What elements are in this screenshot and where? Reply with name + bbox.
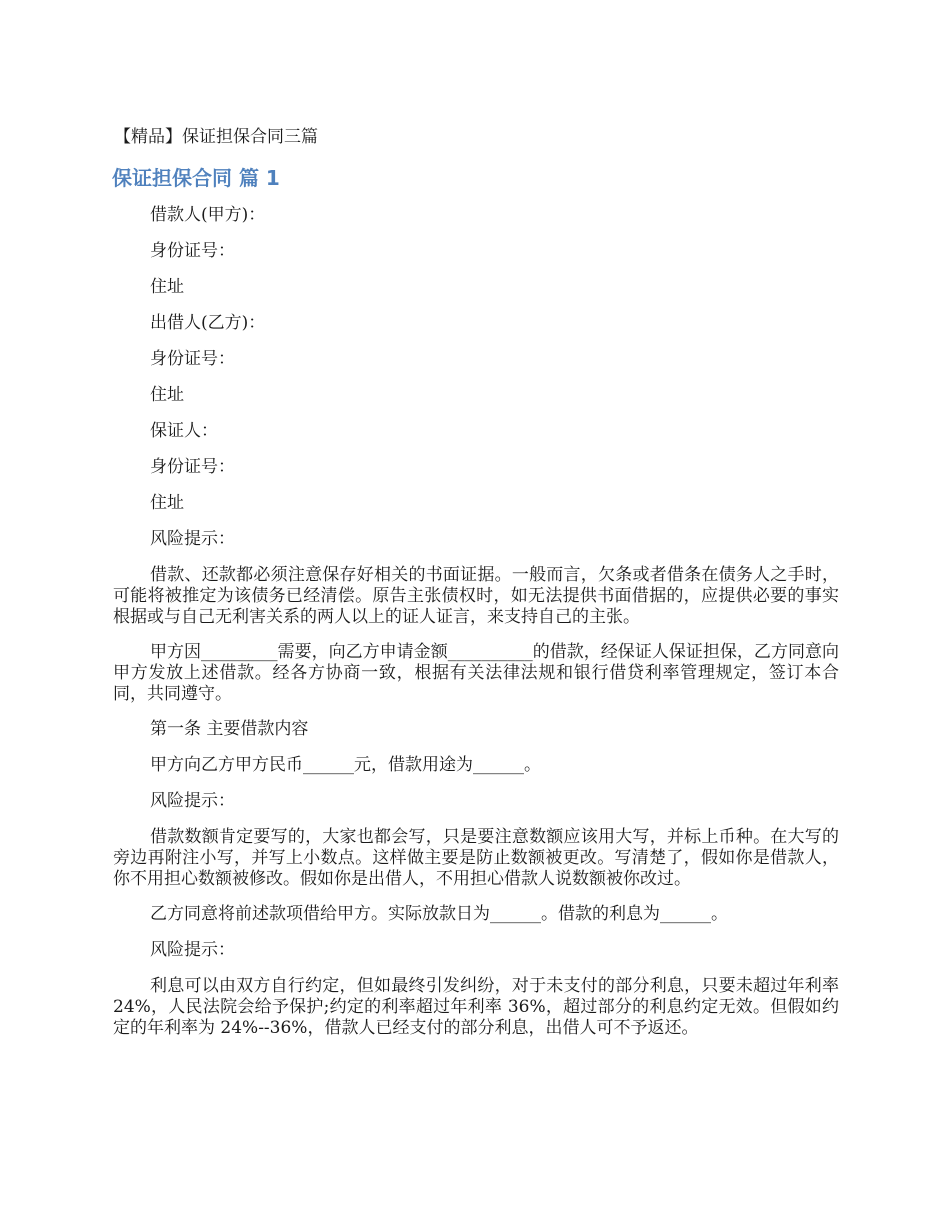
paragraph-risk-note: 风险提示： — [150, 529, 235, 549]
paragraph-borrower: 借款人(甲方)： — [150, 205, 266, 225]
paragraph-loan-application: 甲方因_________需要，向乙方申请金额__________的借款，经保证人保证担保，乙方同意向甲方发放上述借款。经各方协商一致，根据有关法律法规和银行借贷利率管理规定，签订本合同，共同遵守。 — [113, 642, 839, 704]
paragraph-borrower-address: 住址 — [150, 277, 184, 297]
document-title: 【精品】保证担保合同三篇 — [114, 127, 318, 147]
section-heading: 保证担保合同 篇 1 — [112, 166, 280, 190]
paragraph-article-one: 第一条 主要借款内容 — [150, 719, 309, 739]
paragraph-interest-advice: 利息可以由双方自行约定，但如最终引发纠纷，对于未支付的部分利息，只要未超过年利率 24%，人民法院会给予保护;约定的利率超过年利率 36%，超过部分的利息约定无效。但假如约定的年利率为 24%--36%，借款人已经支付的部分利息，出借人可不予返还。 — [113, 976, 839, 1038]
paragraph-borrower-id: 身份证号： — [150, 241, 235, 261]
paragraph-lender-address: 住址 — [150, 385, 184, 405]
paragraph-disbursement: 乙方同意将前述款项借给甲方。实际放款日为______。借款的利息为______。 — [150, 904, 728, 924]
document-body — [113, 205, 839, 1053]
paragraph-lender-id: 身份证号： — [150, 349, 235, 369]
paragraph-loan-amount: 甲方向乙方甲方民币______元，借款用途为______。 — [150, 755, 541, 775]
paragraph-guarantor: 保证人： — [150, 421, 218, 441]
paragraph-guarantor-address: 住址 — [150, 493, 184, 513]
paragraph-amount-advice: 借款数额肯定要写的，大家也都会写，只是要注意数额应该用大写，并标上币种。在大写的旁边再附注小写，并写上小数点。这样做主要是防止数额被更改。写清楚了，假如你是借款人，你不用担心数额被修改。假如你是出借人，不用担心借款人说数额被你改过。 — [113, 827, 839, 889]
paragraph-risk-note: 风险提示： — [150, 940, 235, 960]
paragraph-lender: 出借人(乙方)： — [150, 313, 266, 333]
paragraph-guarantor-id: 身份证号： — [150, 457, 235, 477]
paragraph-risk-note: 风险提示： — [150, 791, 235, 811]
paragraph-evidence: 借款、还款都必须注意保存好相关的书面证据。一般而言，欠条或者借条在债务人之手时，可能将被推定为该债务已经清偿。原告主张债权时，如无法提供书面借据的，应提供必要的事实根据或与自己无利害关系的两人以上的证人证言，来支持自己的主张。 — [113, 565, 839, 627]
